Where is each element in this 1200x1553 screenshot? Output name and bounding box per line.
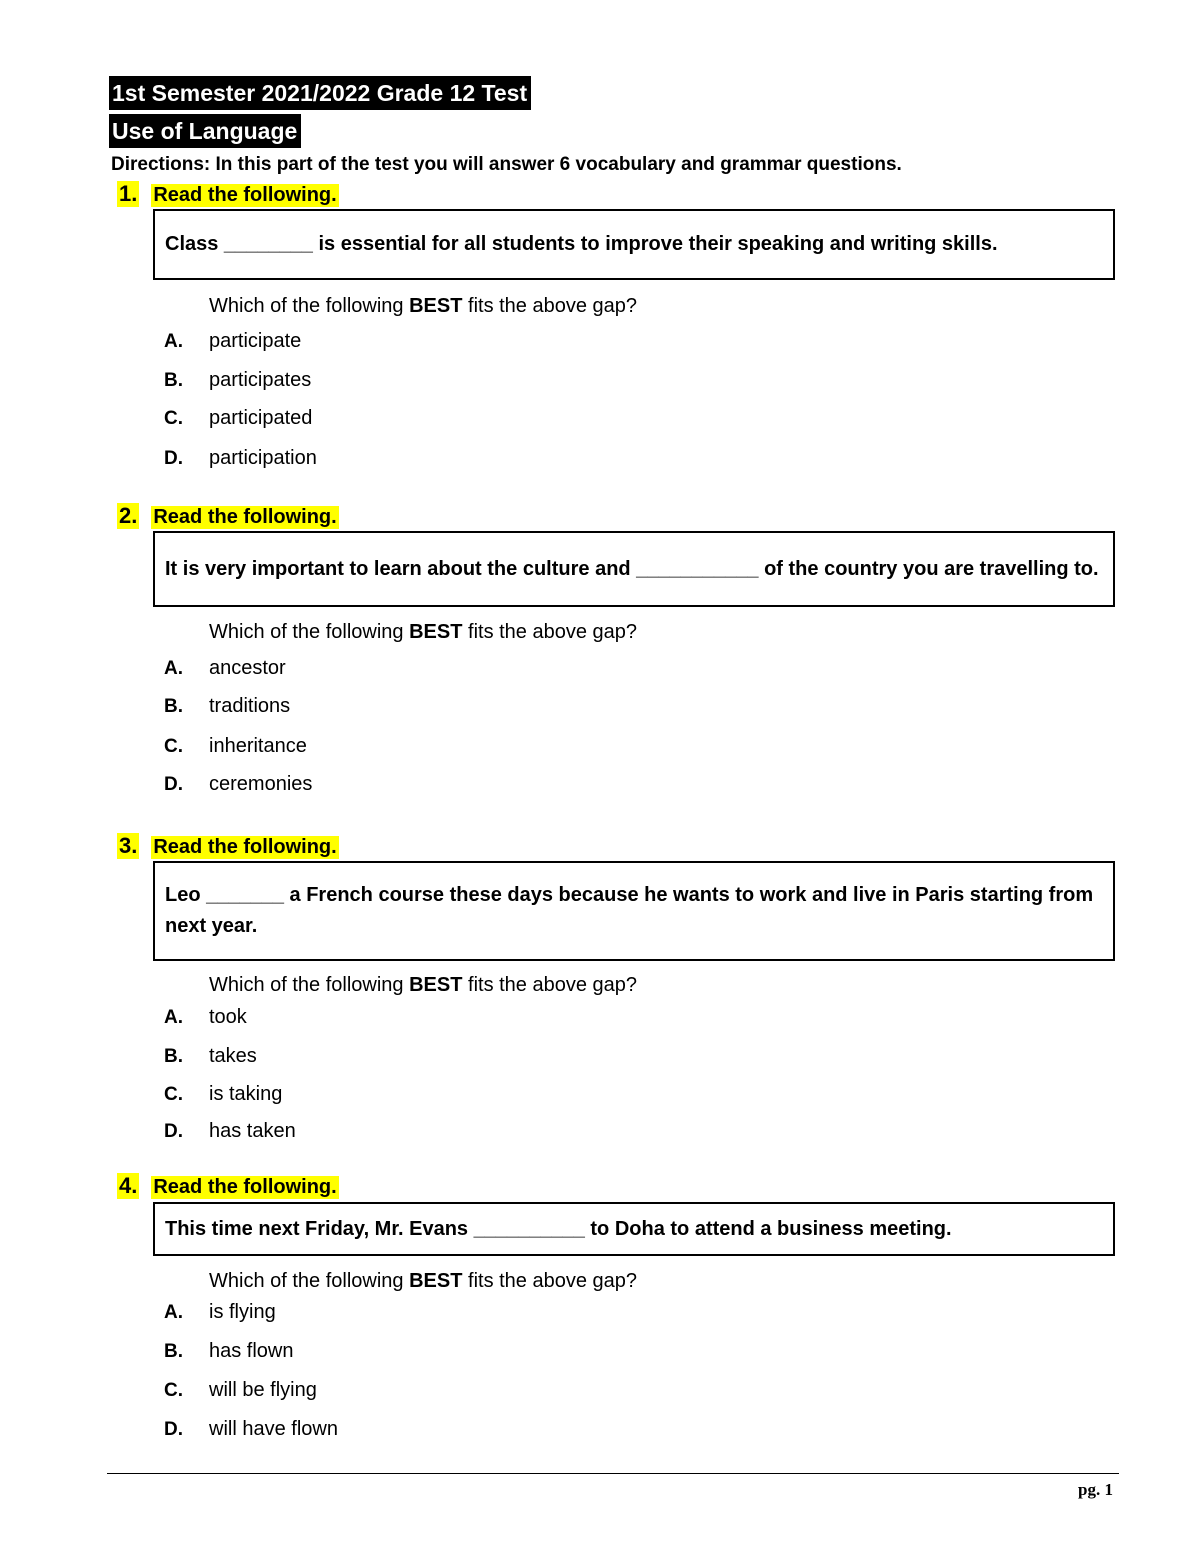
- option-letter: D.: [164, 448, 183, 469]
- option-letter: B.: [164, 370, 183, 391]
- option-b[interactable]: [164, 695, 290, 718]
- option-text: ceremonies: [209, 773, 313, 795]
- option-a[interactable]: [164, 330, 301, 353]
- option-text: has flown: [209, 1340, 294, 1362]
- option-d[interactable]: [164, 773, 312, 796]
- passage-text: It is very important to learn about the culture and ___________ of the country you are travelling to.: [165, 557, 1099, 580]
- directions-text: Directions: In this part of the test you will answer 6 vocabulary and grammar questions.: [111, 154, 902, 175]
- question-number: 1.: [119, 181, 138, 206]
- option-letter: A.: [164, 658, 183, 679]
- option-text: participate: [209, 330, 302, 352]
- footer-divider: [107, 1473, 1119, 1474]
- option-letter: D.: [164, 1121, 183, 1142]
- option-text: participated: [209, 407, 313, 429]
- option-d[interactable]: [164, 1418, 338, 1441]
- option-text: ancestor: [209, 657, 286, 679]
- option-letter: D.: [164, 1419, 183, 1440]
- option-letter: B.: [164, 696, 183, 717]
- question-instruction: Read the following.: [153, 506, 337, 528]
- question-3-passage-box: [153, 861, 1115, 961]
- question-3-heading: [117, 833, 339, 859]
- option-text: will be flying: [209, 1379, 317, 1401]
- option-letter: B.: [164, 1046, 183, 1067]
- option-letter: B.: [164, 1341, 183, 1362]
- option-text: participation: [209, 447, 317, 469]
- option-b[interactable]: [164, 1340, 294, 1363]
- option-d[interactable]: [164, 447, 317, 470]
- passage-text: Class ________ is essential for all students to improve their speaking and writing skills.: [165, 233, 998, 255]
- question-number: 2.: [119, 503, 138, 528]
- section-title: Use of Language: [109, 114, 301, 148]
- option-text: took: [209, 1006, 247, 1028]
- option-text: inheritance: [209, 735, 307, 757]
- question-2-heading: [117, 503, 339, 529]
- question-instruction: Read the following.: [153, 1176, 337, 1198]
- question-2-prompt: Which of the following BEST fits the above gap?: [209, 621, 638, 643]
- option-letter: A.: [164, 1007, 183, 1028]
- question-1-passage-box: [153, 209, 1115, 280]
- option-text: takes: [209, 1045, 257, 1067]
- option-text: is taking: [209, 1083, 283, 1105]
- test-title: 1st Semester 2021/2022 Grade 12 Test: [109, 76, 531, 110]
- option-text: traditions: [209, 695, 291, 717]
- passage-text: Leo _______ a French course these days because he wants to work and live in Paris starting from next year.: [165, 884, 1094, 937]
- question-instruction: Read the following.: [153, 836, 337, 858]
- option-letter: A.: [164, 1302, 183, 1323]
- option-letter: C.: [164, 1084, 183, 1105]
- option-a[interactable]: [164, 1301, 276, 1324]
- option-text: participates: [209, 369, 312, 391]
- option-letter: C.: [164, 408, 183, 429]
- option-text: will have flown: [209, 1418, 338, 1440]
- question-4-heading: [117, 1173, 339, 1199]
- question-4-prompt: Which of the following BEST fits the above gap?: [209, 1270, 638, 1292]
- option-d[interactable]: [164, 1120, 296, 1143]
- option-letter: A.: [164, 331, 183, 352]
- question-3-prompt: Which of the following BEST fits the above gap?: [209, 974, 638, 996]
- option-letter: C.: [164, 736, 183, 757]
- question-1-heading: [117, 181, 339, 207]
- option-letter: C.: [164, 1380, 183, 1401]
- option-letter: D.: [164, 774, 183, 795]
- option-b[interactable]: [164, 1045, 257, 1068]
- option-c[interactable]: [164, 407, 312, 430]
- question-1-prompt: Which of the following BEST fits the above gap?: [209, 295, 638, 317]
- option-text: is flying: [209, 1301, 276, 1323]
- question-4-passage-box: [153, 1202, 1115, 1256]
- question-2-passage-box: [153, 531, 1115, 607]
- option-a[interactable]: [164, 1006, 247, 1029]
- option-text: has taken: [209, 1120, 296, 1142]
- passage-text: This time next Friday, Mr. Evans __________ to Doha to attend a business meeting.: [165, 1217, 952, 1240]
- option-c[interactable]: [164, 1083, 282, 1106]
- option-c[interactable]: [164, 1379, 317, 1402]
- page-number: pg. 1: [1078, 1480, 1113, 1499]
- option-a[interactable]: [164, 657, 286, 680]
- question-number: 4.: [119, 1173, 138, 1198]
- question-instruction: Read the following.: [153, 184, 337, 206]
- option-c[interactable]: [164, 735, 307, 758]
- question-number: 3.: [119, 833, 138, 858]
- option-b[interactable]: [164, 369, 311, 392]
